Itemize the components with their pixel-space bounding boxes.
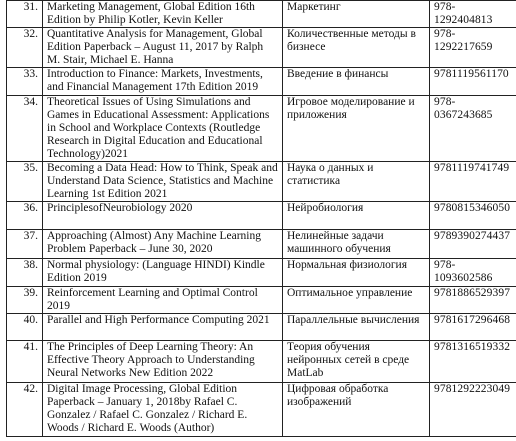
russian-subject: Количественные методы в бизнесе xyxy=(283,28,430,68)
book-title: Quantitative Analysis for Management, Global Edition Paperback – August 11, 2017 by Ralph M. Stair, Michael E. Hanna xyxy=(43,28,283,68)
book-title: Theoretical Issues of Using Simulations and Games in Educational Assessment: Applications in School and Workplace Contexts (Routledge Research in Digital Education and Educational Technology)2021 xyxy=(43,96,283,162)
russian-subject: Нейробиология xyxy=(283,202,430,230)
russian-subject: Игровое моделирование и приложения xyxy=(283,96,430,162)
russian-subject: Наука о данных и статистика xyxy=(283,162,430,202)
table-row xyxy=(7,28,516,68)
book-title: PrinciplesofNeurobiology 2020 xyxy=(43,202,283,230)
table-row xyxy=(7,287,516,314)
isbn: 9789390274437 xyxy=(430,230,516,259)
table-row xyxy=(7,259,516,287)
table-row xyxy=(7,383,516,437)
table-row xyxy=(7,230,516,259)
russian-subject: Маркетинг xyxy=(283,1,430,28)
row-number: 38. xyxy=(7,259,43,287)
table-row xyxy=(7,68,516,96)
russian-subject: Теория обучения нейронных сетей в среде MatLab xyxy=(283,341,430,383)
row-number: 42. xyxy=(7,383,43,437)
russian-subject: Параллельные вычисления xyxy=(283,314,430,341)
russian-subject: Цифровая обработка изображений xyxy=(283,383,430,437)
table-row xyxy=(7,96,516,162)
book-title: The Principles of Deep Learning Theory: An Effective Theory Approach to Understanding Neural Networks New Edition 2022 xyxy=(43,341,283,383)
russian-subject: Нелинейные задачи машинного обучения xyxy=(283,230,430,259)
isbn: 9781316519332 xyxy=(430,341,516,383)
row-number: 35. xyxy=(7,162,43,202)
book-list-table xyxy=(6,0,516,437)
isbn: 9780815346050 xyxy=(430,202,516,230)
row-number: 36. xyxy=(7,202,43,230)
isbn: 9781119561170 xyxy=(430,68,516,96)
book-title: Introduction to Finance: Markets, Investments, and Financial Management 17th Edition 2019 xyxy=(43,68,283,96)
book-title: Normal physiology: (Language HINDI) Kindle Edition 2019 xyxy=(43,259,283,287)
book-title: Parallel and High Performance Computing 2021 xyxy=(43,314,283,341)
book-title: Reinforcement Learning and Optimal Control 2019 xyxy=(43,287,283,314)
isbn: 9781886529397 xyxy=(430,287,516,314)
russian-subject: Введение в финансы xyxy=(283,68,430,96)
isbn: 9781119741749 xyxy=(430,162,516,202)
isbn: 978-1292404813 xyxy=(430,1,516,28)
table-row xyxy=(7,162,516,202)
row-number: 32. xyxy=(7,28,43,68)
book-title: Digital Image Processing, Global Edition Paperback – January 1, 2018by Rafael C. Gonzalez / Rafael C. Gonzalez / Richard E. Woods / Richard E. Woods (Author) xyxy=(43,383,283,437)
isbn: 978-0367243685 xyxy=(430,96,516,162)
table-row xyxy=(7,341,516,383)
book-title: Approaching (Almost) Any Machine Learning Problem Paperback – June 30, 2020 xyxy=(43,230,283,259)
russian-subject: Нормальная физиология xyxy=(283,259,430,287)
row-number: 37. xyxy=(7,230,43,259)
row-number: 41. xyxy=(7,341,43,383)
row-number: 33. xyxy=(7,68,43,96)
isbn: 978-1093602586 xyxy=(430,259,516,287)
table-row xyxy=(7,314,516,341)
row-number: 31. xyxy=(7,1,43,28)
row-number: 34. xyxy=(7,96,43,162)
isbn: 978-1292217659 xyxy=(430,28,516,68)
row-number: 39. xyxy=(7,287,43,314)
russian-subject: Оптимальное управление xyxy=(283,287,430,314)
book-title: Marketing Management, Global Edition 16th Edition by Philip Kotler, Kevin Keller xyxy=(43,1,283,28)
row-number: 40. xyxy=(7,314,43,341)
isbn: 9781292223049 xyxy=(430,383,516,437)
table-row xyxy=(7,202,516,230)
book-title: Becoming a Data Head: How to Think, Speak and Understand Data Science, Statistics and Machine Learning 1st Edition 2021 xyxy=(43,162,283,202)
table-row xyxy=(7,1,516,28)
isbn: 9781617296468 xyxy=(430,314,516,341)
